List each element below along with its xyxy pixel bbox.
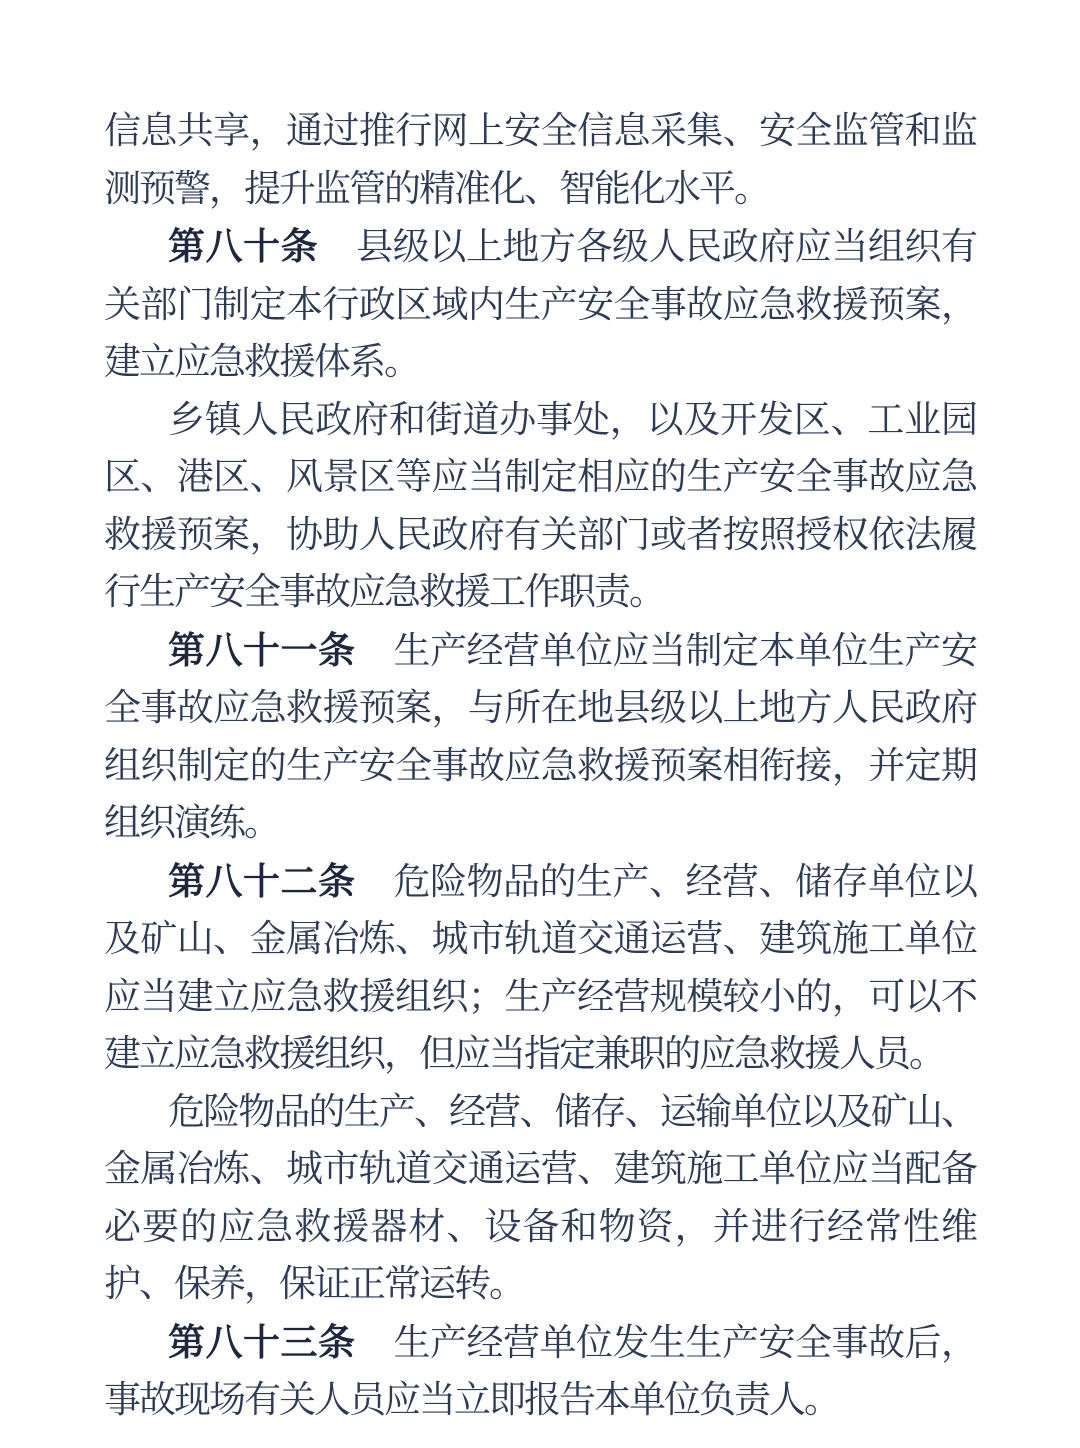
document-body — [104, 103, 976, 1430]
paragraph-article-80 — [104, 218, 976, 392]
paragraph-text: 危险物品的生产、经营、储存单位以及矿山、金属冶炼、城市轨道交通运营、建筑施工单位应当建立应急救援组织；生产经营规模较小的，可以不建立应急救援组织，但应当指定兼职的应急救援人员。 — [104, 861, 976, 1075]
paragraph-text: 生产经营单位发生生产安全事故后，事故现场有关人员应当立即报告本单位负责人。 — [104, 1322, 976, 1421]
article-number: 第八十一条 — [168, 629, 356, 671]
paragraph-text: 生产经营单位应当制定本单位生产安全事故应急救援预案，与所在地县级以上地方人民政府组织制定的生产安全事故应急救援预案相衔接，并定期组织演练。 — [104, 630, 976, 844]
paragraph-article-82-clause-2 — [104, 1084, 976, 1314]
paragraph-continuation-info-sharing — [104, 103, 976, 218]
paragraph-text: 信息共享，通过推行网上安全信息采集、安全监管和监测预警，提升监管的精准化、智能化水平。 — [104, 111, 976, 210]
article-number: 第八十三条 — [168, 1321, 356, 1363]
article-number: 第八十二条 — [168, 860, 356, 902]
paragraph-text: 县级以上地方各级人民政府应当组织有关部门制定本行政区域内生产安全事故应急救援预案，建立应急救援体系。 — [104, 227, 977, 383]
paragraph-text: 危险物品的生产、经营、储存、运输单位以及矿山、金属冶炼、城市轨道交通运营、建筑施工单位应当配备必要的应急救援器材、设备和物资，并进行经常性维护、保养，保证正常运转。 — [104, 1091, 976, 1305]
paragraph-article-80-clause-2 — [104, 392, 976, 622]
paragraph-article-82 — [104, 853, 976, 1084]
article-number: 第八十条 — [168, 226, 319, 267]
paragraph-text: 乡镇人民政府和街道办事处，以及开发区、工业园区、港区、风景区等应当制定相应的生产安全事故应急救援预案，协助人民政府有关部门或者按照授权依法履行生产安全事故应急救援工作职责。 — [104, 399, 976, 613]
paragraph-article-83 — [104, 1314, 976, 1430]
paragraph-article-81 — [104, 622, 976, 853]
